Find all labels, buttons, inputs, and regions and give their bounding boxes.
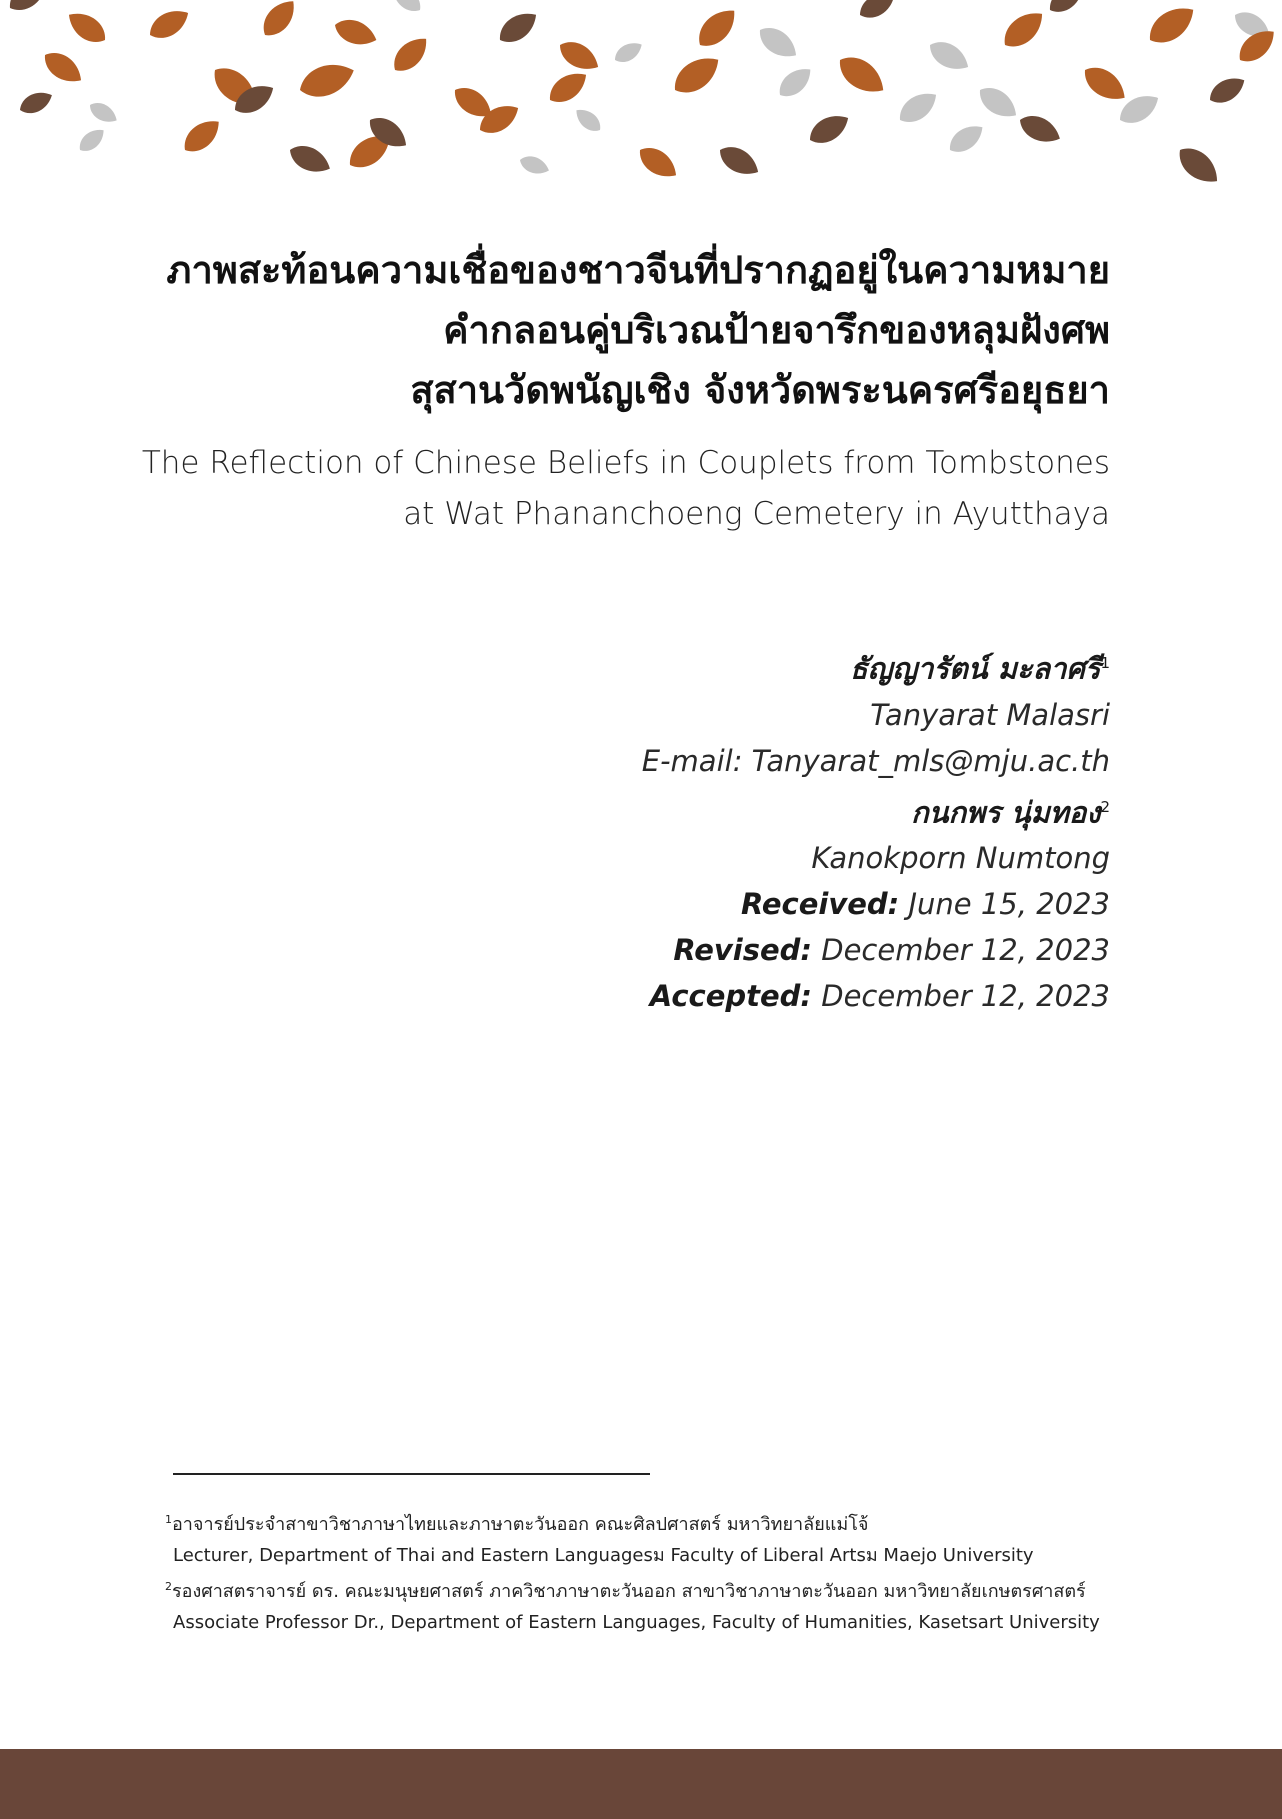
footnote-marker: 2 bbox=[1100, 797, 1110, 816]
petal-shape bbox=[16, 87, 56, 118]
petal-shape bbox=[285, 140, 334, 179]
petal-shape bbox=[178, 113, 226, 159]
thai-title-line: คำกลอนคู่บริเวณป้ายจารึกของหลุมฝังศพ bbox=[443, 308, 1110, 352]
petal-shape bbox=[832, 49, 891, 101]
thai-title-line: ภาพสะท้อนความเชื่อของชาวจีนที่ปรากฏอยู่ในความหมาย bbox=[166, 248, 1110, 292]
received-date bbox=[410, 881, 1110, 927]
petal-shape bbox=[1205, 71, 1249, 108]
petal-shape bbox=[144, 3, 193, 45]
footnote-2-english: Associate Professor Dr., Department of Eastern Languages, Faculty of Humanities, Kasetsart University bbox=[173, 1612, 1100, 1633]
petal-shape bbox=[634, 141, 683, 185]
received-value: June 15, 2023 bbox=[908, 887, 1110, 922]
petal-shape bbox=[75, 124, 109, 156]
footer-band bbox=[0, 1749, 1282, 1819]
author-block bbox=[410, 640, 1110, 1019]
petal-shape bbox=[62, 6, 111, 50]
author-thai-name: กนกพร นุ่มทอง bbox=[911, 795, 1101, 830]
thai-title bbox=[110, 240, 1110, 420]
petal-shape bbox=[39, 46, 88, 90]
english-title-line: at Wat Phananchoeng Cemetery in Ayutthaya bbox=[403, 496, 1110, 532]
author-1-english-name: Tanyarat Malasri bbox=[870, 697, 1110, 732]
petal-shape bbox=[667, 49, 726, 101]
footnote-divider bbox=[173, 1473, 650, 1475]
petal-shape bbox=[544, 66, 593, 110]
footnote-text: รองศาสตราจารย์ ดร. คณะมนุษยศาสตร์ ภาควิชาภาษาตะวันออก สาขาวิชาภาษาตะวันออก มหาวิทยาลัยเกษตรศาสตร์ bbox=[172, 1581, 1086, 1602]
accepted-date bbox=[410, 973, 1110, 1019]
petal-shape bbox=[387, 0, 426, 17]
petal-shape bbox=[1015, 110, 1064, 149]
footnotes bbox=[165, 1504, 1165, 1638]
petal-shape bbox=[997, 4, 1050, 54]
petal-shape bbox=[855, 0, 899, 24]
petal-shape bbox=[86, 98, 121, 127]
english-title bbox=[110, 438, 1110, 540]
petal-shape bbox=[944, 119, 988, 158]
petal-shape bbox=[754, 21, 803, 65]
petal-shape bbox=[1172, 141, 1225, 191]
petal-shape bbox=[1078, 60, 1132, 108]
footnote-2-thai bbox=[165, 1571, 1165, 1607]
footnote-marker: 1 bbox=[165, 1513, 172, 1526]
petal-shape bbox=[804, 108, 853, 150]
petal-shape bbox=[1044, 0, 1088, 18]
petal-shape bbox=[1142, 0, 1201, 51]
petal-shape bbox=[611, 38, 646, 67]
petal-shape bbox=[494, 6, 543, 50]
petal-shape bbox=[554, 35, 603, 77]
received-label: Received: bbox=[740, 887, 900, 922]
english-title-line: The Reflection of Chinese Beliefs in Couplets from Tombstones bbox=[141, 445, 1110, 481]
author-1-email[interactable]: E-mail: Tanyarat_mls@mju.ac.th bbox=[641, 743, 1110, 778]
revised-label: Revised: bbox=[673, 933, 813, 968]
petal-shape bbox=[4, 0, 53, 17]
footnote-marker: 1 bbox=[1100, 654, 1110, 672]
author-1-thai-name bbox=[410, 640, 1110, 692]
footnote-1-english: Lecturer, Department of Thai and Eastern Languagesม Faculty of Liberal Artsม Maejo University bbox=[173, 1545, 1034, 1566]
revised-value: December 12, 2023 bbox=[821, 933, 1110, 968]
petal-shape bbox=[256, 0, 302, 42]
petal-shape bbox=[894, 86, 943, 130]
petal-shape bbox=[295, 57, 359, 104]
thai-title-line: สุสานวัดพนัญเชิง จังหวัดพระนครศรีอยุธยา bbox=[410, 368, 1110, 412]
footnote-1-thai bbox=[165, 1504, 1165, 1540]
footnote-marker: 2 bbox=[165, 1580, 172, 1593]
author-thai-name: ธัญญารัตน์ มะลาศรี bbox=[849, 651, 1101, 686]
petal-shape bbox=[714, 140, 763, 182]
petal-pattern-header bbox=[0, 0, 1282, 200]
petal-shape bbox=[974, 81, 1023, 125]
petal-shape bbox=[387, 31, 434, 78]
revised-date bbox=[410, 927, 1110, 973]
petal-shape bbox=[773, 62, 816, 103]
footnote-text: อาจารย์ประจำสาขาวิชาภาษาไทยและภาษาตะวันออก คณะศิลปศาสตร์ มหาวิทยาลัยแม่โจ้ bbox=[172, 1514, 869, 1535]
title-block bbox=[110, 240, 1110, 540]
author-2-english-name: Kanokporn Numtong bbox=[811, 841, 1110, 876]
accepted-label: Accepted: bbox=[649, 979, 813, 1014]
petal-shape bbox=[517, 153, 551, 178]
petal-shape bbox=[571, 104, 605, 136]
author-2-thai-name bbox=[410, 784, 1110, 836]
petal-shape bbox=[331, 14, 380, 50]
accepted-value: December 12, 2023 bbox=[821, 979, 1110, 1014]
petal-shape bbox=[924, 35, 973, 77]
petal-shape bbox=[691, 2, 743, 54]
